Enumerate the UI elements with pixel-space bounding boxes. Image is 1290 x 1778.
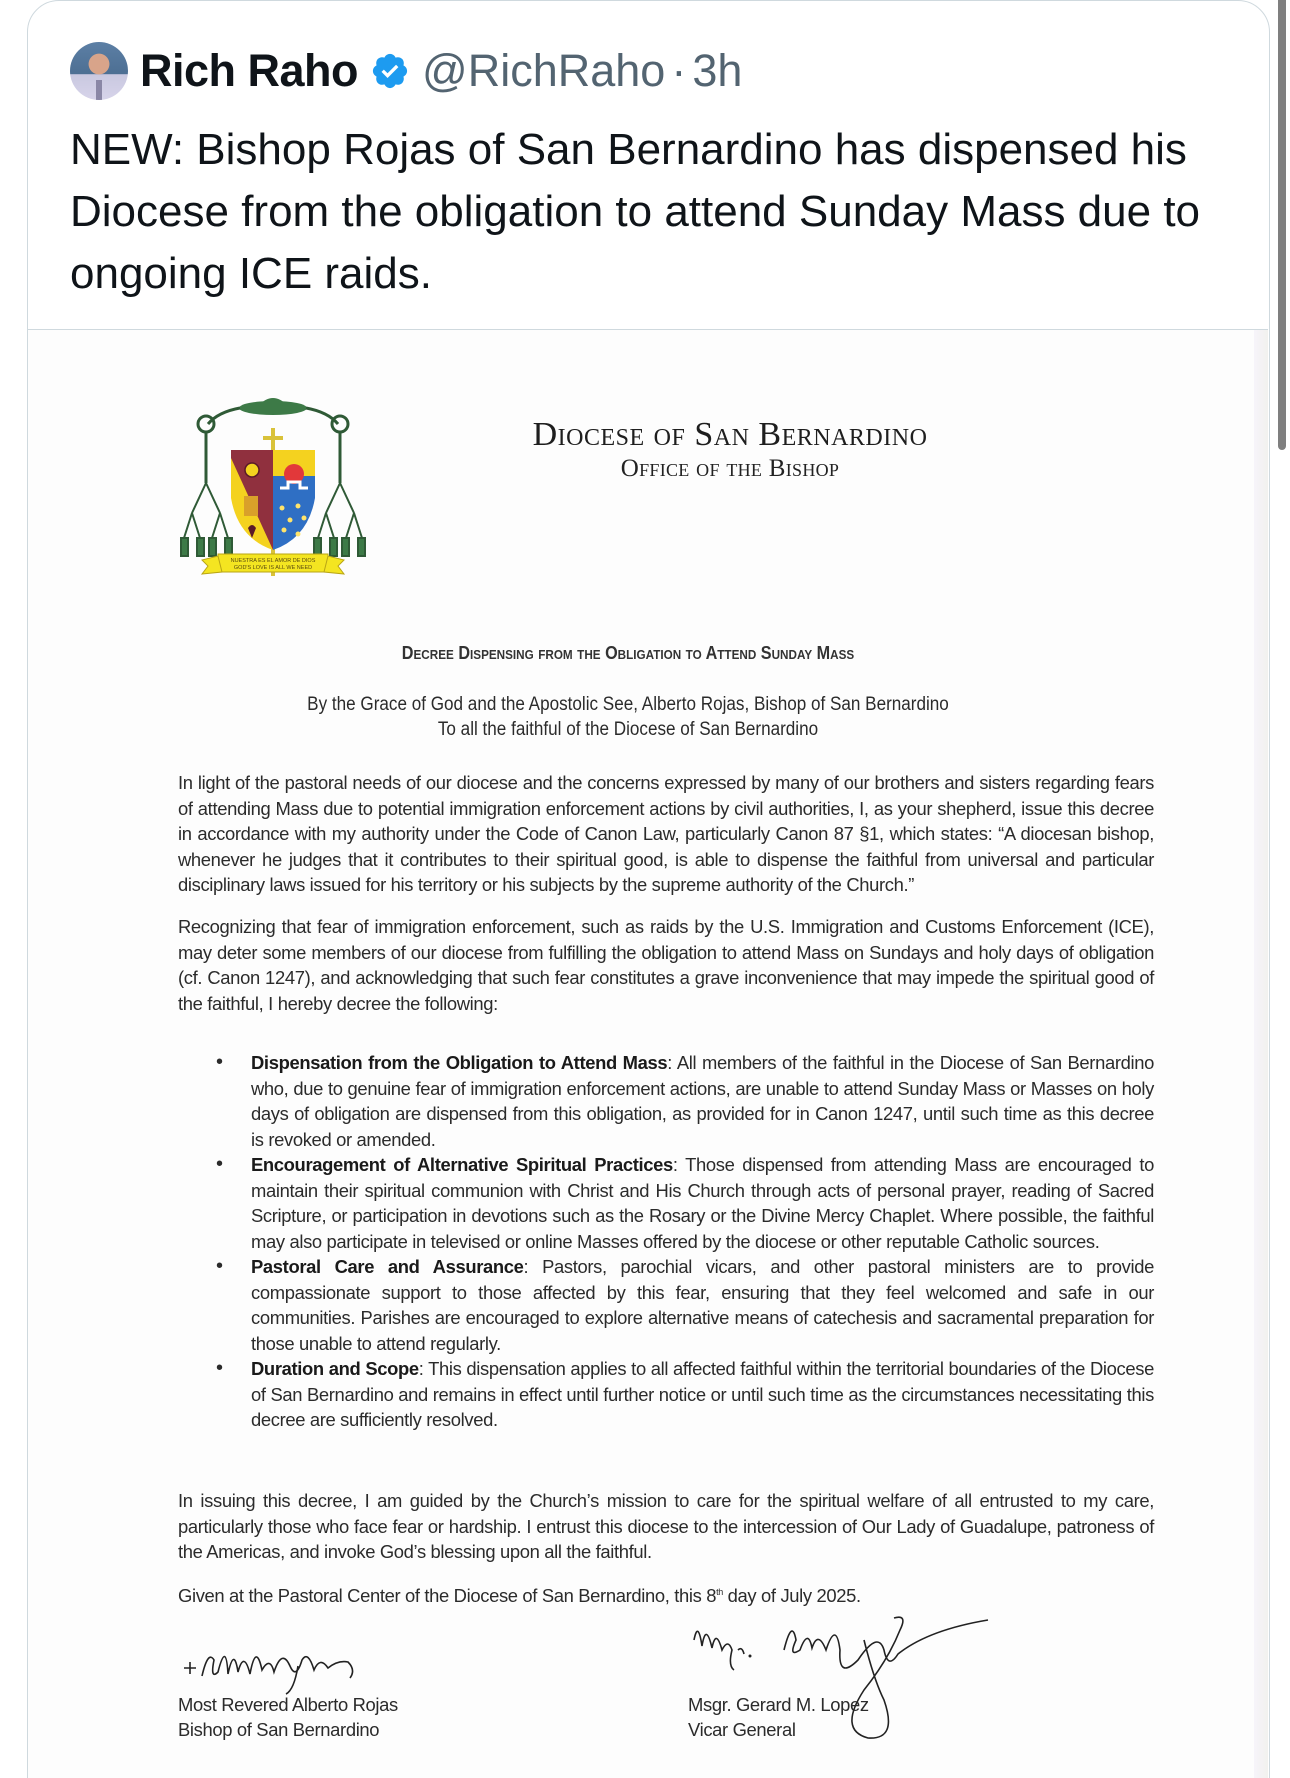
signer-title: Bishop of San Bernardino (178, 1719, 380, 1740)
author-name[interactable]: Rich Raho (140, 45, 359, 96)
list-item (178, 1152, 1154, 1254)
signer-title: Vicar General (688, 1719, 796, 1740)
signer-name: Msgr. Gerard M. Lopez (688, 1694, 869, 1715)
tweet-text: NEW: Bishop Rojas of San Bernardino has dispensed his Diocese from the obligation to attend Sunday Mass due to ongoing ICE raids. (70, 125, 1201, 298)
list-item (178, 1254, 1154, 1356)
provision-text: : Pastors, parochial vicars, and other pastoral ministers are to provide compassionate support to those affected by this fear, ensuring that they feel welcomed and safe in our communities. Parishes are encouraged to explore alternative means of catechesis and sacramental preparation for those unable to attend regularly. (251, 1256, 1155, 1354)
decree-title: Decree Dispensing from the Obligation to Attend Sunday Mass (401, 643, 855, 663)
provision-text: : Those dispensed from attending Mass are encouraged to maintain their spiritual communion with Christ and His Church through acts of personal prayer, reading of Sacred Scripture, or participation in devotions such as the Rosary or the Divine Mercy Chaplet. Where possible, the faithful may also participate in televised or online Masses offered by the diocese or other reputable Catholic sources. (251, 1154, 1154, 1252)
bishop-signature-icon (178, 1620, 378, 1700)
salutation-line-2: To all the faithful of the Diocese of San Bernardino (437, 719, 819, 740)
list-item (178, 1356, 1154, 1433)
profile-avatar[interactable] (70, 42, 128, 100)
page-scrollbar[interactable] (1276, 0, 1290, 1778)
provision-text: : This dispensation applies to all affected faithful within the territorial boundaries of the Diocese of San Bernardino and remains in effect until further notice or until such time as the circumstances necessitating this decree are sufficiently resolved. (251, 1358, 1154, 1430)
paragraph-recognizing: Recognizing that fear of immigration enforcement, such as raids by the U.S. Immigration and Customs Enforcement (ICE), may deter some members of our diocese from fulfilling the obligation to attend Mass on Sundays and holy days of obligation (cf. Canon 1247), and acknowledging that such fear constitutes a grave inconvenience that may impede the spiritual good of the faithful, I hereby decree the following: (178, 916, 1154, 1014)
bullet-icon: • (216, 1153, 223, 1175)
svg-text:NUESTRA ES EL AMOR DE DIOS: NUESTRA ES EL AMOR DE DIOS (230, 558, 316, 564)
salutation-line-1: By the Grace of God and the Apostolic See, Alberto Rojas, Bishop of San Bernardino (307, 694, 949, 715)
paragraph-closing: In issuing this decree, I am guided by the Church’s mission to care for the spiritual welfare of all entrusted to my care, particularly those who face fear or hardship. I entrust this diocese to the intercession of Our Lady of Guadalupe, patroness of the Americas, and invoke God’s blessing upon all the faithful. (178, 1490, 1154, 1562)
list-item (178, 1050, 1154, 1152)
provision-text: : All members of the faithful in the Diocese of San Bernardino who, due to genuine fear of immigration enforcement actions, are unable to attend Sunday Mass or Masses on holy days of obligation are dispensed from this obligation, as provided for in Canon 1247, until such time as this decree is revoked or amended. (251, 1052, 1154, 1150)
provision-heading: Duration and Scope (251, 1358, 419, 1379)
given-date-line: Given at the Pastoral Center of the Diocese of San Bernardino, this 8th day of July 2025. (178, 1585, 861, 1606)
paragraph-intro: In light of the pastoral needs of our diocese and the concerns expressed by many of our brothers and sisters regarding fears of attending Mass due to potential immigration enforcement actions by civil authorities, I, as your shepherd, issue this decree in accordance with my authority under the Code of Canon Law, particularly Canon 87 §1, which states: “A diocesan bishop, whenever he judges that it contributes to their spiritual good, is able to dispense the faithful from universal and particular disciplinary laws issued for his territory or his subjects by the supreme authority of the Church.” (178, 772, 1154, 895)
author-handle[interactable]: @RichRaho (422, 45, 666, 96)
tweet-image[interactable] (28, 329, 1268, 1778)
scrollbar-thumb[interactable] (1278, 0, 1286, 450)
decree-document (28, 330, 1268, 1778)
timestamp[interactable]: 3h (692, 45, 743, 96)
bullet-icon: • (216, 1051, 223, 1073)
decree-provisions-list (178, 1050, 1154, 1433)
signer-name: Most Revered Alberto Rojas (178, 1694, 398, 1715)
letterhead-subtitle: Office of the Bishop (620, 455, 840, 482)
letterhead-title: Diocese of San Bernardino (532, 416, 928, 453)
provision-heading: Dispensation from the Obligation to Attend Mass (251, 1052, 668, 1073)
bullet-icon: • (216, 1255, 223, 1277)
salutation (223, 692, 1033, 742)
bullet-icon: • (216, 1357, 223, 1379)
provision-heading: Pastoral Care and Assurance (251, 1256, 524, 1277)
bishop-signature-block (178, 1692, 398, 1742)
vicar-signature-block (688, 1692, 869, 1742)
separator-dot: · (671, 45, 687, 96)
provision-heading: Encouragement of Alternative Spiritual Practices (251, 1154, 673, 1175)
verified-badge-icon[interactable] (370, 51, 410, 91)
svg-text:GOD'S LOVE IS ALL WE NEED: GOD'S LOVE IS ALL WE NEED (233, 565, 313, 571)
tweet-card[interactable] (27, 0, 1270, 1778)
tweet-header (70, 41, 742, 101)
